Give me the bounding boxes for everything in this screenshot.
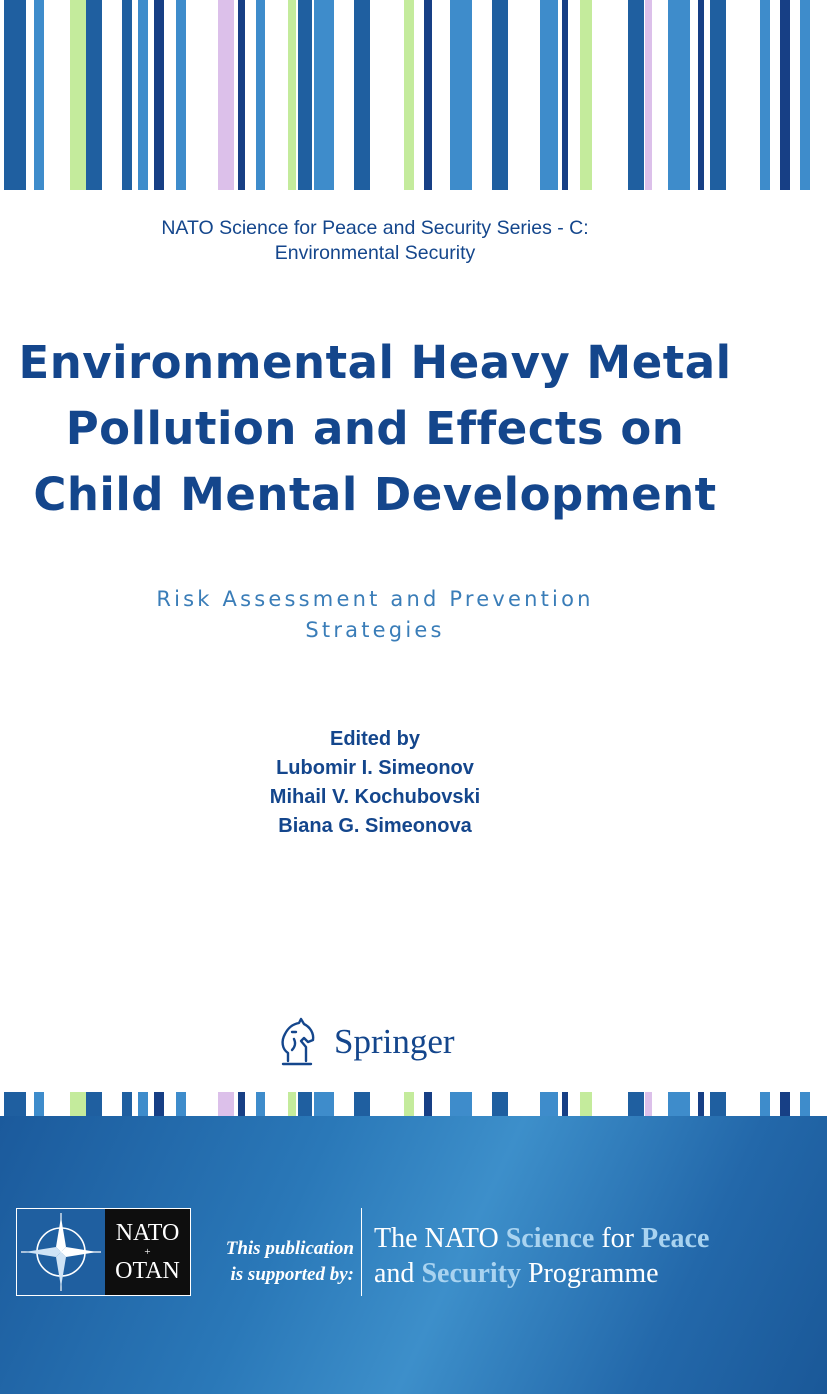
stripe — [628, 1092, 644, 1116]
stripe — [34, 1092, 44, 1116]
nato-otan-text — [105, 1209, 190, 1295]
divider — [361, 1208, 362, 1296]
stripe — [424, 1092, 432, 1116]
stripe — [86, 1092, 102, 1116]
support-line-2: is supported by: — [230, 1264, 354, 1285]
title-line-1: Environmental Heavy Metal — [18, 336, 732, 389]
stripe — [288, 0, 296, 190]
programme-word: and — [374, 1258, 415, 1289]
nato-label: NATO — [115, 1220, 180, 1246]
subtitle-line-1: Risk Assessment and Prevention — [156, 587, 594, 611]
programme-word: The NATO — [374, 1223, 499, 1254]
stripe — [450, 0, 472, 190]
stripe — [424, 0, 432, 190]
programme-word-highlight: Science — [505, 1223, 595, 1254]
stripe — [154, 0, 164, 190]
editor-name: Biana G. Simeonova — [278, 815, 472, 837]
stripe — [492, 0, 508, 190]
stripe — [4, 0, 26, 190]
stripe — [780, 0, 790, 190]
top-stripe-pattern — [0, 0, 827, 190]
nato-separator: + — [144, 1246, 151, 1258]
nato-otan-logo — [16, 1208, 191, 1296]
stripe — [800, 0, 810, 190]
stripe — [450, 1092, 472, 1116]
stripe — [256, 1092, 265, 1116]
stripe — [492, 1092, 508, 1116]
stripe — [562, 0, 568, 190]
springer-knight-icon — [276, 1017, 318, 1067]
title-line-2: Pollution and Effects on — [65, 402, 685, 455]
stripe — [800, 1092, 810, 1116]
title-line-3: Child Mental Development — [33, 468, 717, 521]
stripe — [298, 0, 312, 190]
editor-name: Mihail V. Kochubovski — [269, 786, 481, 808]
stripe — [404, 0, 414, 190]
stripe — [176, 1092, 186, 1116]
stripe — [540, 0, 558, 190]
stripe — [562, 1092, 568, 1116]
publisher-logo — [276, 1014, 455, 1070]
support-line-1: This publication — [225, 1238, 354, 1259]
stripe — [314, 0, 334, 190]
stripe — [668, 0, 690, 190]
stripe — [288, 1092, 296, 1116]
subtitle-line-2: Strategies — [305, 618, 445, 642]
book-title — [0, 330, 750, 528]
edited-by-label: Edited by — [329, 728, 420, 750]
programme-line-2 — [374, 1256, 709, 1291]
stripe — [540, 1092, 558, 1116]
stripe — [760, 0, 770, 190]
stripe — [176, 0, 186, 190]
stripe — [668, 1092, 690, 1116]
programme-line-1 — [374, 1221, 709, 1256]
stripe — [314, 1092, 334, 1116]
stripe — [154, 1092, 164, 1116]
stripe — [256, 0, 265, 190]
stripe — [138, 0, 148, 190]
bottom-stripe-pattern — [0, 1092, 827, 1116]
stripe — [70, 0, 86, 190]
stripe — [238, 1092, 245, 1116]
support-note — [212, 1236, 354, 1288]
stripe — [580, 1092, 592, 1116]
stripe — [760, 1092, 770, 1116]
stripe — [710, 0, 726, 190]
stripe — [34, 0, 44, 190]
programme-word: for — [601, 1223, 634, 1254]
programme-word-highlight: Peace — [640, 1223, 710, 1254]
stripe — [218, 1092, 234, 1116]
stripe — [645, 1092, 652, 1116]
stripe — [645, 0, 652, 190]
stripe — [298, 1092, 312, 1116]
series-line-2: Environmental Security — [274, 242, 476, 264]
stripe — [628, 0, 644, 190]
stripe — [218, 0, 234, 190]
stripe — [354, 1092, 370, 1116]
stripe — [354, 0, 370, 190]
series-line-1: NATO Science for Peace and Security Series - C: — [161, 217, 589, 239]
stripe — [122, 0, 132, 190]
editor-name: Lubomir I. Simeonov — [276, 757, 474, 779]
stripe — [238, 0, 245, 190]
programme-word: Programme — [527, 1258, 659, 1289]
editors-block — [0, 725, 750, 841]
stripe — [698, 1092, 704, 1116]
programme-word-highlight: Security — [421, 1258, 521, 1289]
stripe — [86, 0, 102, 190]
stripe — [698, 0, 704, 190]
nato-compass-star-icon — [17, 1209, 105, 1295]
stripe — [780, 1092, 790, 1116]
publisher-name: Springer — [334, 1022, 455, 1061]
otan-label: OTAN — [115, 1258, 180, 1284]
book-subtitle — [0, 584, 750, 646]
stripe — [580, 0, 592, 190]
series-name — [0, 216, 750, 266]
programme-name — [374, 1221, 709, 1291]
stripe — [122, 1092, 132, 1116]
stripe — [138, 1092, 148, 1116]
stripe — [4, 1092, 26, 1116]
stripe — [70, 1092, 86, 1116]
stripe — [710, 1092, 726, 1116]
stripe — [404, 1092, 414, 1116]
